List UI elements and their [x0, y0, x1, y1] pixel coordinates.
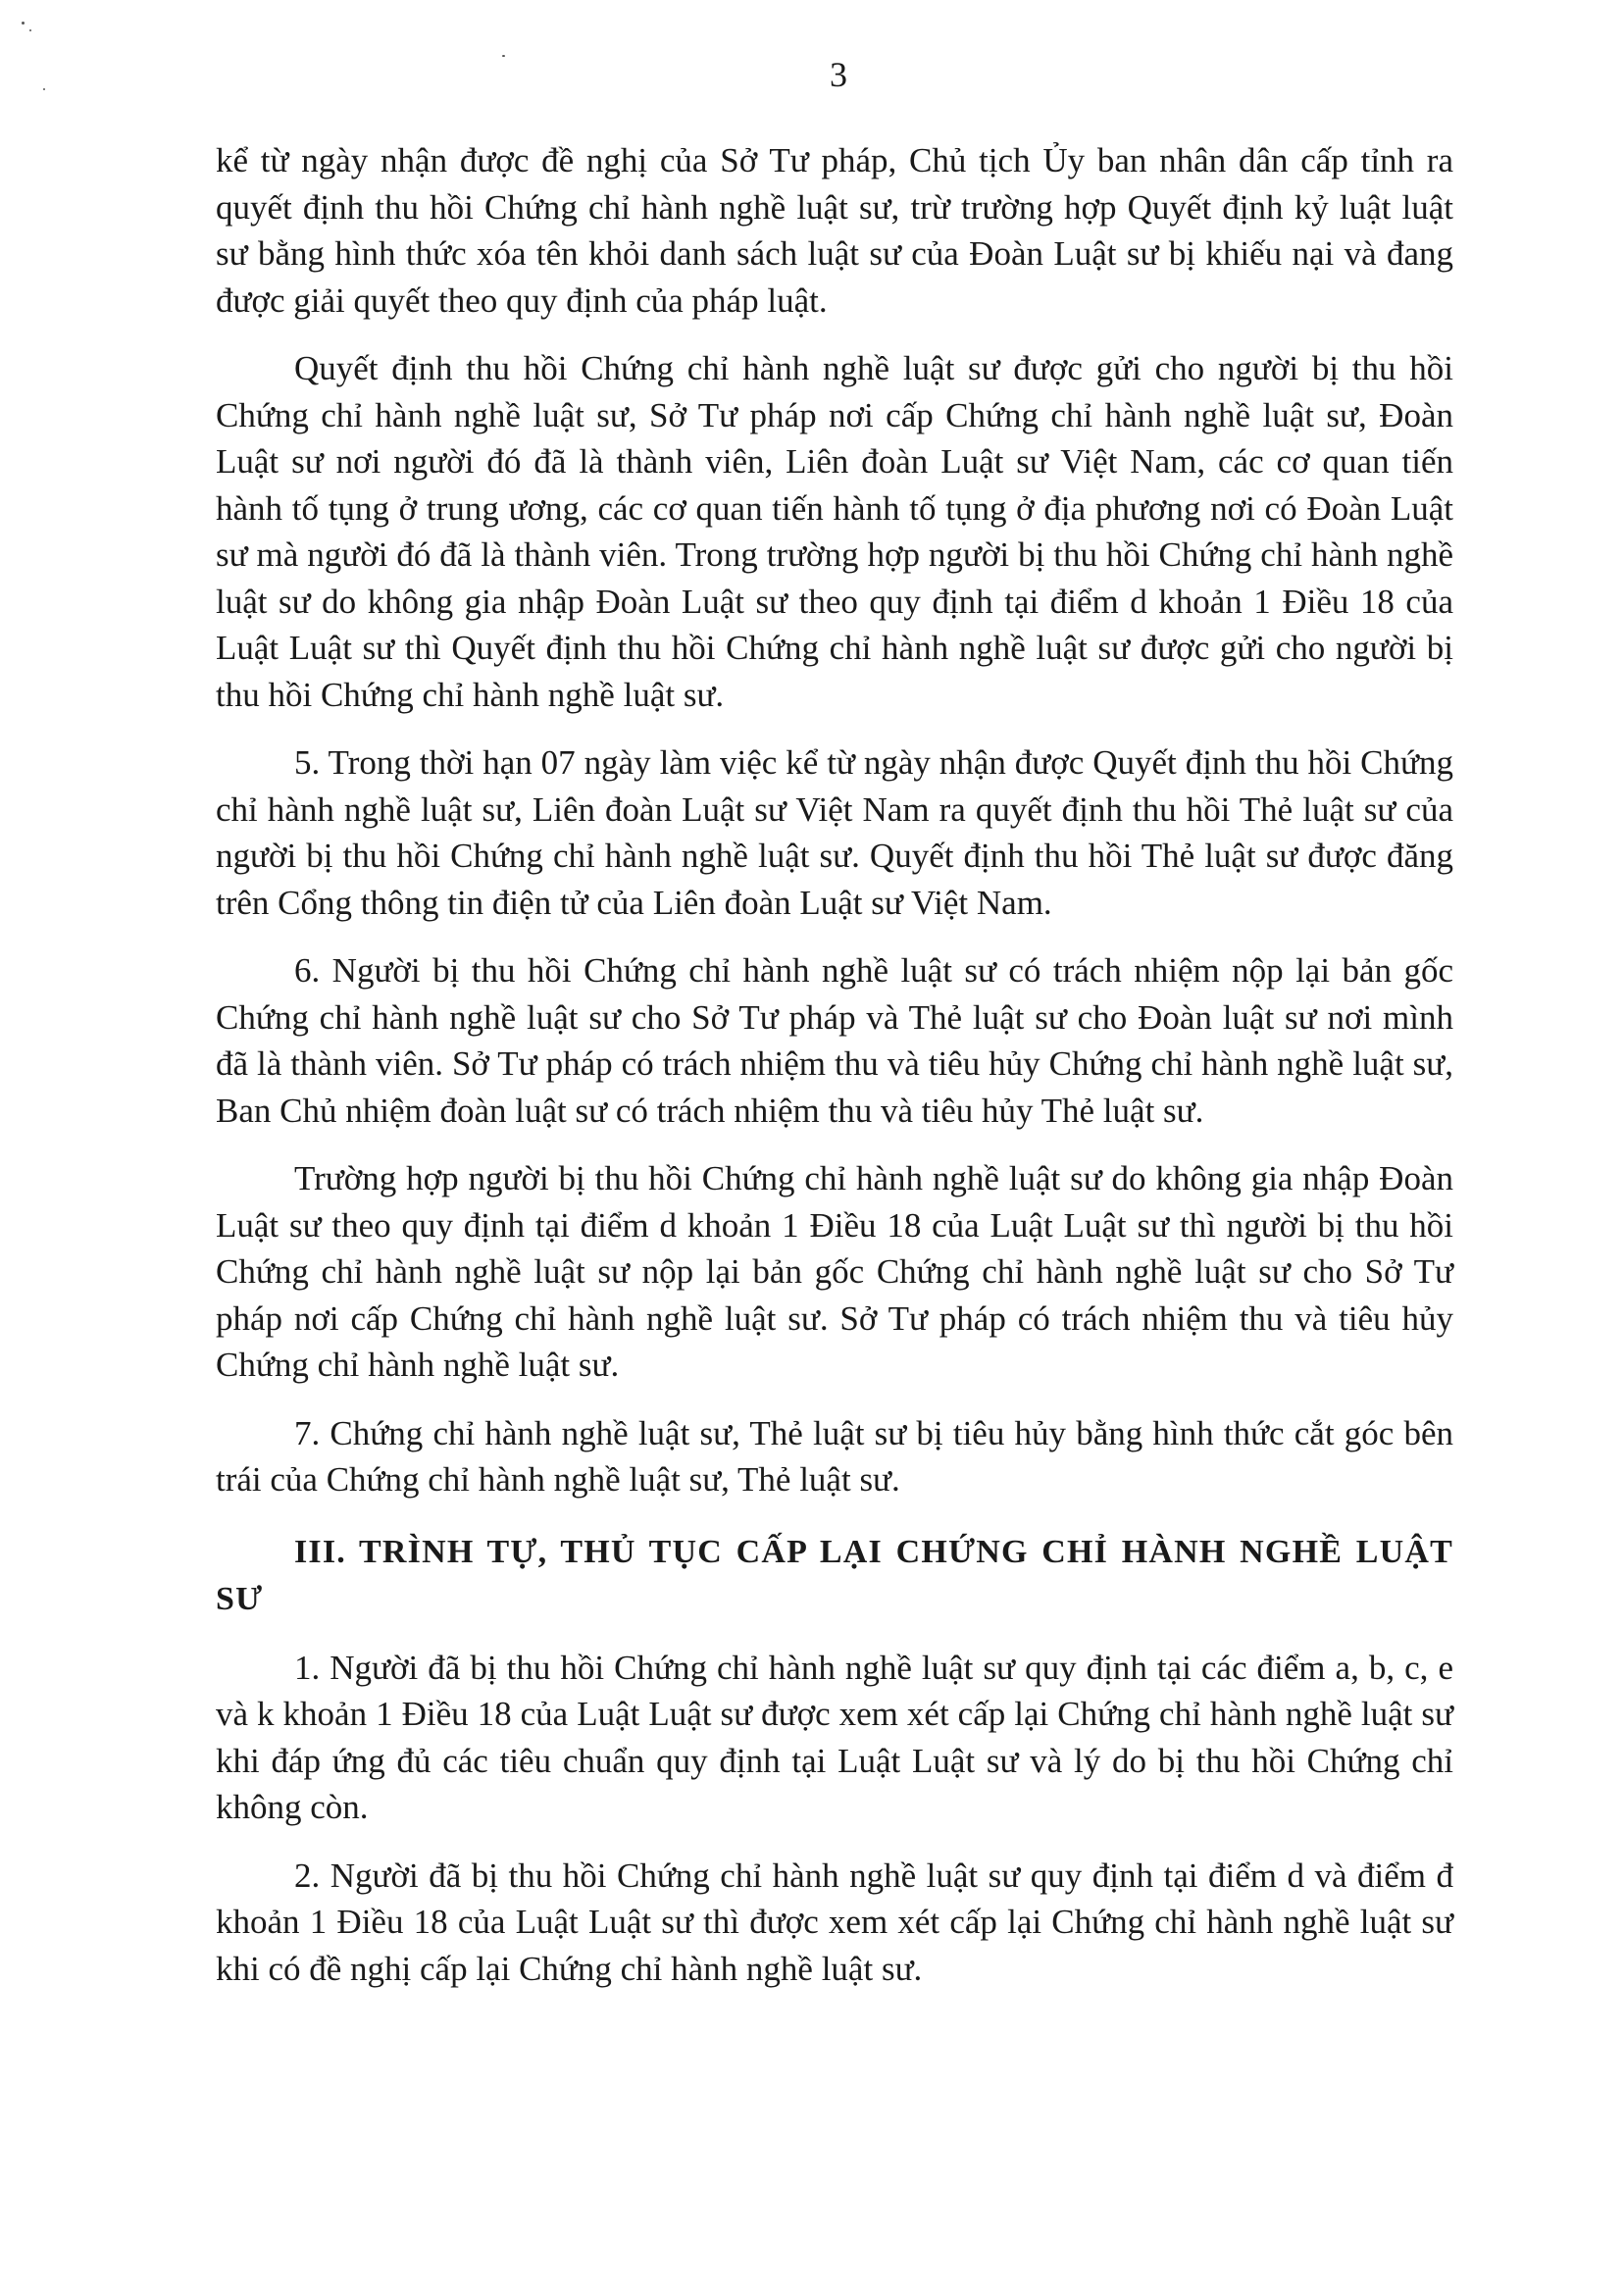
- page-number: 3: [830, 55, 847, 94]
- section-paragraph-2: 2. Người đã bị thu hồi Chứng chỉ hành nghề luật sư quy định tại điểm d và điểm đ khoản 1 Điều 18 của Luật Luật sư thì được xem xét cấp lại Chứng chỉ hành nghề luật sư khi có đề nghị cấp lại Chứng chỉ hành nghề luật sư.: [216, 1856, 1453, 1988]
- paragraph-revocation-decision-recipients: Quyết định thu hồi Chứng chỉ hành nghề luật sư được gửi cho người bị thu hồi Chứng chỉ hành nghề luật sư, Sở Tư pháp nơi cấp Chứng chỉ hành nghề luật sư, Đoàn Luật sư nơi người đó đã là thành viên, Liên đoàn Luật sư Việt Nam, các cơ quan tiến hành tố tụng ở trung ương, các cơ quan tiến hành tố tụng ở địa phương nơi có Đoàn Luật sư mà người đó đã là thành viên. Trong trường hợp người bị thu hồi Chứng chỉ hành nghề luật sư do không gia nhập Đoàn Luật sư theo quy định tại điểm d khoản 1 Điều 18 của Luật Luật sư thì Quyết định thu hồi Chứng chỉ hành nghề luật sư được gửi cho người bị thu hồi Chứng chỉ hành nghề luật sư.: [216, 349, 1453, 714]
- scan-speck: [29, 29, 31, 31]
- scan-speck: [22, 22, 25, 25]
- section-heading: III. TRÌNH TỰ, THỦ TỤC CẤP LẠI CHỨNG CHỈ HÀNH NGHỀ LUẬT SƯ: [216, 1533, 1453, 1617]
- document-body: [216, 137, 1453, 1992]
- paragraph-item-7: 7. Chứng chỉ hành nghề luật sư, Thẻ luật sư bị tiêu hủy bằng hình thức cắt góc bên trái của Chứng chỉ hành nghề luật sư, Thẻ luật sư.: [216, 1413, 1453, 1499]
- paragraph-item-6-continued: Trường hợp người bị thu hồi Chứng chỉ hành nghề luật sư do không gia nhập Đoàn Luật sư theo quy định tại điểm d khoản 1 Điều 18 của Luật Luật sư thì người bị thu hồi Chứng chỉ hành nghề luật sư nộp lại bản gốc Chứng chỉ hành nghề luật sư cho Sở Tư pháp nơi cấp Chứng chỉ hành nghề luật sư. Sở Tư pháp có trách nhiệm thu và tiêu hủy Chứng chỉ hành nghề luật sư.: [216, 1159, 1453, 1384]
- paragraph-item-6: 6. Người bị thu hồi Chứng chỉ hành nghề luật sư có trách nhiệm nộp lại bản gốc Chứng chỉ hành nghề luật sư cho Sở Tư pháp và Thẻ luật sư cho Đoàn luật sư nơi mình đã là thành viên. Sở Tư pháp có trách nhiệm thu và tiêu hủy Chứng chỉ hành nghề luật sư, Ban Chủ nhiệm đoàn luật sư có trách nhiệm thu và tiêu hủy Thẻ luật sư.: [216, 951, 1453, 1130]
- paragraph-continuation: kể từ ngày nhận được đề nghị của Sở Tư pháp, Chủ tịch Ủy ban nhân dân cấp tỉnh ra quyết định thu hồi Chứng chỉ hành nghề luật sư, trừ trường hợp Quyết định kỷ luật luật sư bằng hình thức xóa tên khỏi danh sách luật sư của Đoàn Luật sư bị khiếu nại và đang được giải quyết theo quy định của pháp luật.: [216, 141, 1453, 320]
- paragraph-item-5: 5. Trong thời hạn 07 ngày làm việc kể từ ngày nhận được Quyết định thu hồi Chứng chỉ hành nghề luật sư, Liên đoàn Luật sư Việt Nam ra quyết định thu hồi Thẻ luật sư của người bị thu hồi Chứng chỉ hành nghề luật sư. Quyết định thu hồi Thẻ luật sư được đăng trên Cổng thông tin điện tử của Liên đoàn Luật sư Việt Nam.: [216, 743, 1453, 922]
- section-paragraph-1: 1. Người đã bị thu hồi Chứng chỉ hành nghề luật sư quy định tại các điểm a, b, c, e và k khoản 1 Điều 18 của Luật Luật sư được xem xét cấp lại Chứng chỉ hành nghề luật sư khi đáp ứng đủ các tiêu chuẩn quy định tại Luật Luật sư và lý do bị thu hồi Chứng chỉ không còn.: [216, 1648, 1453, 1826]
